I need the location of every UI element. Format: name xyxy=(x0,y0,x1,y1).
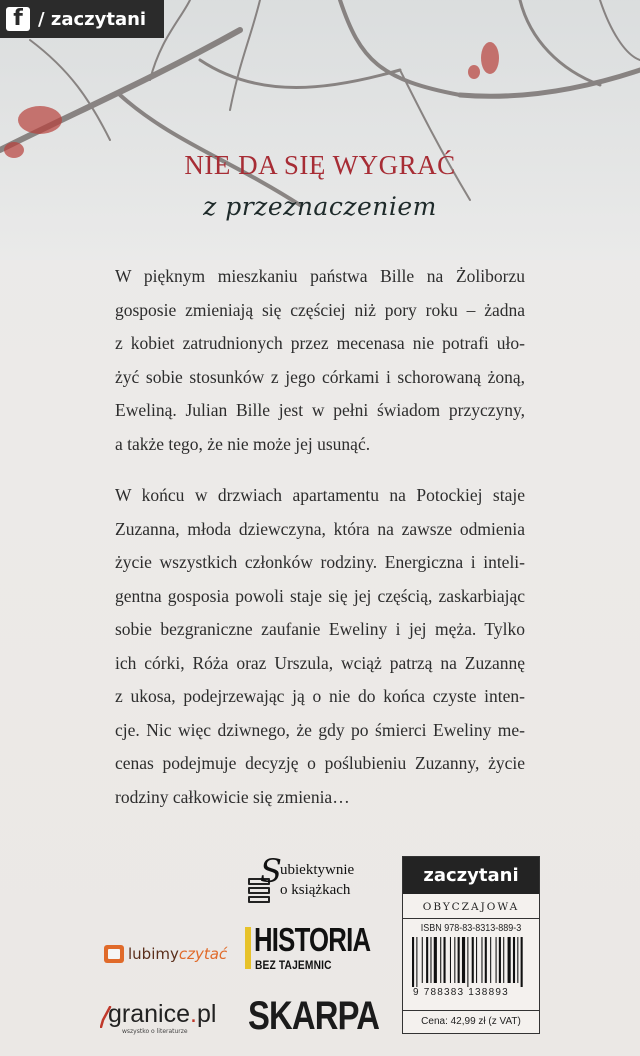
granice-dot: . xyxy=(190,1000,197,1028)
blurb-line: W pięknym mieszkaniu państwa Bille na Żoliborzu xyxy=(115,266,525,286)
barcode-bar xyxy=(416,937,417,987)
price-box xyxy=(402,856,540,1034)
barcode-bar xyxy=(434,937,437,983)
barcode-bar xyxy=(513,937,515,983)
subiektywnie-letter: S xyxy=(260,852,282,890)
barcode-bar xyxy=(472,937,474,983)
facebook-icon: f xyxy=(6,7,30,31)
granice-tld: pl xyxy=(196,1000,217,1028)
blurb-line: sobie bezgraniczne zaufanie Eweliny i jej męża. Tylko xyxy=(115,619,525,639)
barcode-bar xyxy=(412,937,414,987)
barcode-bar xyxy=(444,937,446,983)
blurb-paragraph-1 xyxy=(115,260,525,461)
barcode-bar xyxy=(496,937,497,983)
barcode-bar xyxy=(454,937,455,983)
skarpa-logo: SKARPA xyxy=(248,994,380,1038)
barcode-bar xyxy=(422,937,423,983)
blurb-line: gentna gosposia powoli staje się jej częścią, zaskarbiając xyxy=(115,585,525,606)
granice-word: granice xyxy=(108,1000,190,1028)
book-icon xyxy=(104,945,124,963)
blurb-line: cenas podejmuje decyzję o poślubieniu Zuzanny, życie xyxy=(115,753,525,773)
barcode-bar xyxy=(517,937,518,983)
background-branches xyxy=(0,0,640,260)
barcode-bar xyxy=(521,937,523,987)
subiektywnie-logo xyxy=(246,854,386,914)
blurb-line: gosposie zmieniają się częściej niż pory roku – żadna xyxy=(115,299,525,320)
blurb-line: rodziny całkowicie się zmienia… xyxy=(115,786,350,807)
barcode-number: 9 788383 138893 xyxy=(413,987,509,998)
barcode-bar xyxy=(481,937,482,983)
historia-logo xyxy=(245,921,375,975)
lubimyczytac-logo xyxy=(104,940,227,968)
historia-subtitle: BEZ TAJEMNIC xyxy=(255,958,332,972)
blurb-line: W końcu w drzwiach apartamentu na Potockiej staje xyxy=(115,485,525,505)
barcode xyxy=(412,937,530,987)
barcode-bar xyxy=(450,937,451,983)
historia-accent-bar xyxy=(245,927,251,969)
blurb-line: a także tego, że nie może jej usunąć. xyxy=(115,433,371,454)
blurb-line: życie wszystkich członków rodziny. Energiczna i inteli- xyxy=(115,552,525,572)
barcode-bar xyxy=(467,937,468,987)
barcode-bar xyxy=(458,937,460,983)
granice-name xyxy=(108,1000,216,1029)
granice-logo xyxy=(100,1000,230,1040)
publisher-brand: zaczytani xyxy=(403,857,539,894)
subheadline: z przeznaczeniem xyxy=(203,192,437,221)
facebook-handle: / zaczytani xyxy=(38,8,147,30)
barcode-bar xyxy=(426,937,428,983)
lubimyczytac-part1: lubimy xyxy=(128,945,179,963)
facebook-badge xyxy=(0,0,164,38)
blurb-line: z ukosa, podejrzewając ją o nie do końca czyste inten- xyxy=(115,686,525,706)
barcode-bar xyxy=(499,937,501,983)
blurb-line: Eweliną. Julian Bille jest w pełni świadom przyczyny, xyxy=(115,400,525,420)
blurb-line: ich córki, Róża oraz Urszula, wciąż patrzą na Zuzannę xyxy=(115,652,525,673)
granice-tagline: wszystko o literaturze xyxy=(122,1028,188,1035)
barcode-bar xyxy=(490,937,491,983)
subiektywnie-line2: o książkach xyxy=(280,882,351,898)
subiektywnie-line1: ubiektywnie xyxy=(280,862,355,878)
blurb-line: żyć sobie stosunków z jego córkami i schorowaną żoną, xyxy=(115,366,525,387)
barcode-bar xyxy=(440,937,441,983)
barcode-bar xyxy=(485,937,487,983)
price-label: Cena: 42,99 zł (z VAT) xyxy=(403,1010,539,1033)
lubimyczytac-part2: czytać xyxy=(178,945,228,963)
isbn-label: ISBN 978-83-8313-889-3 xyxy=(420,923,522,934)
genre-label: OBYCZAJOWA xyxy=(403,894,539,919)
historia-title: HISTORIA xyxy=(254,921,371,958)
barcode-bar xyxy=(430,937,431,983)
blurb-paragraph-2 xyxy=(115,479,525,814)
barcode-bar xyxy=(476,937,477,983)
blurb-line: Zuzanna, młoda dziewczyna, która na zawsze odmienia xyxy=(115,518,525,539)
blurb-line: z kobiet zatrudnionych przez mecenasa nie potrafi uło- xyxy=(115,333,525,353)
barcode-bar xyxy=(508,937,511,983)
barcode-bar xyxy=(503,937,504,983)
barcode-bar xyxy=(462,937,465,983)
blurb-line: cje. Nic więc dziwnego, że gdy po śmierci Eweliny me- xyxy=(115,719,525,740)
headline: NIE DA SIĘ WYGRAĆ xyxy=(184,150,456,180)
